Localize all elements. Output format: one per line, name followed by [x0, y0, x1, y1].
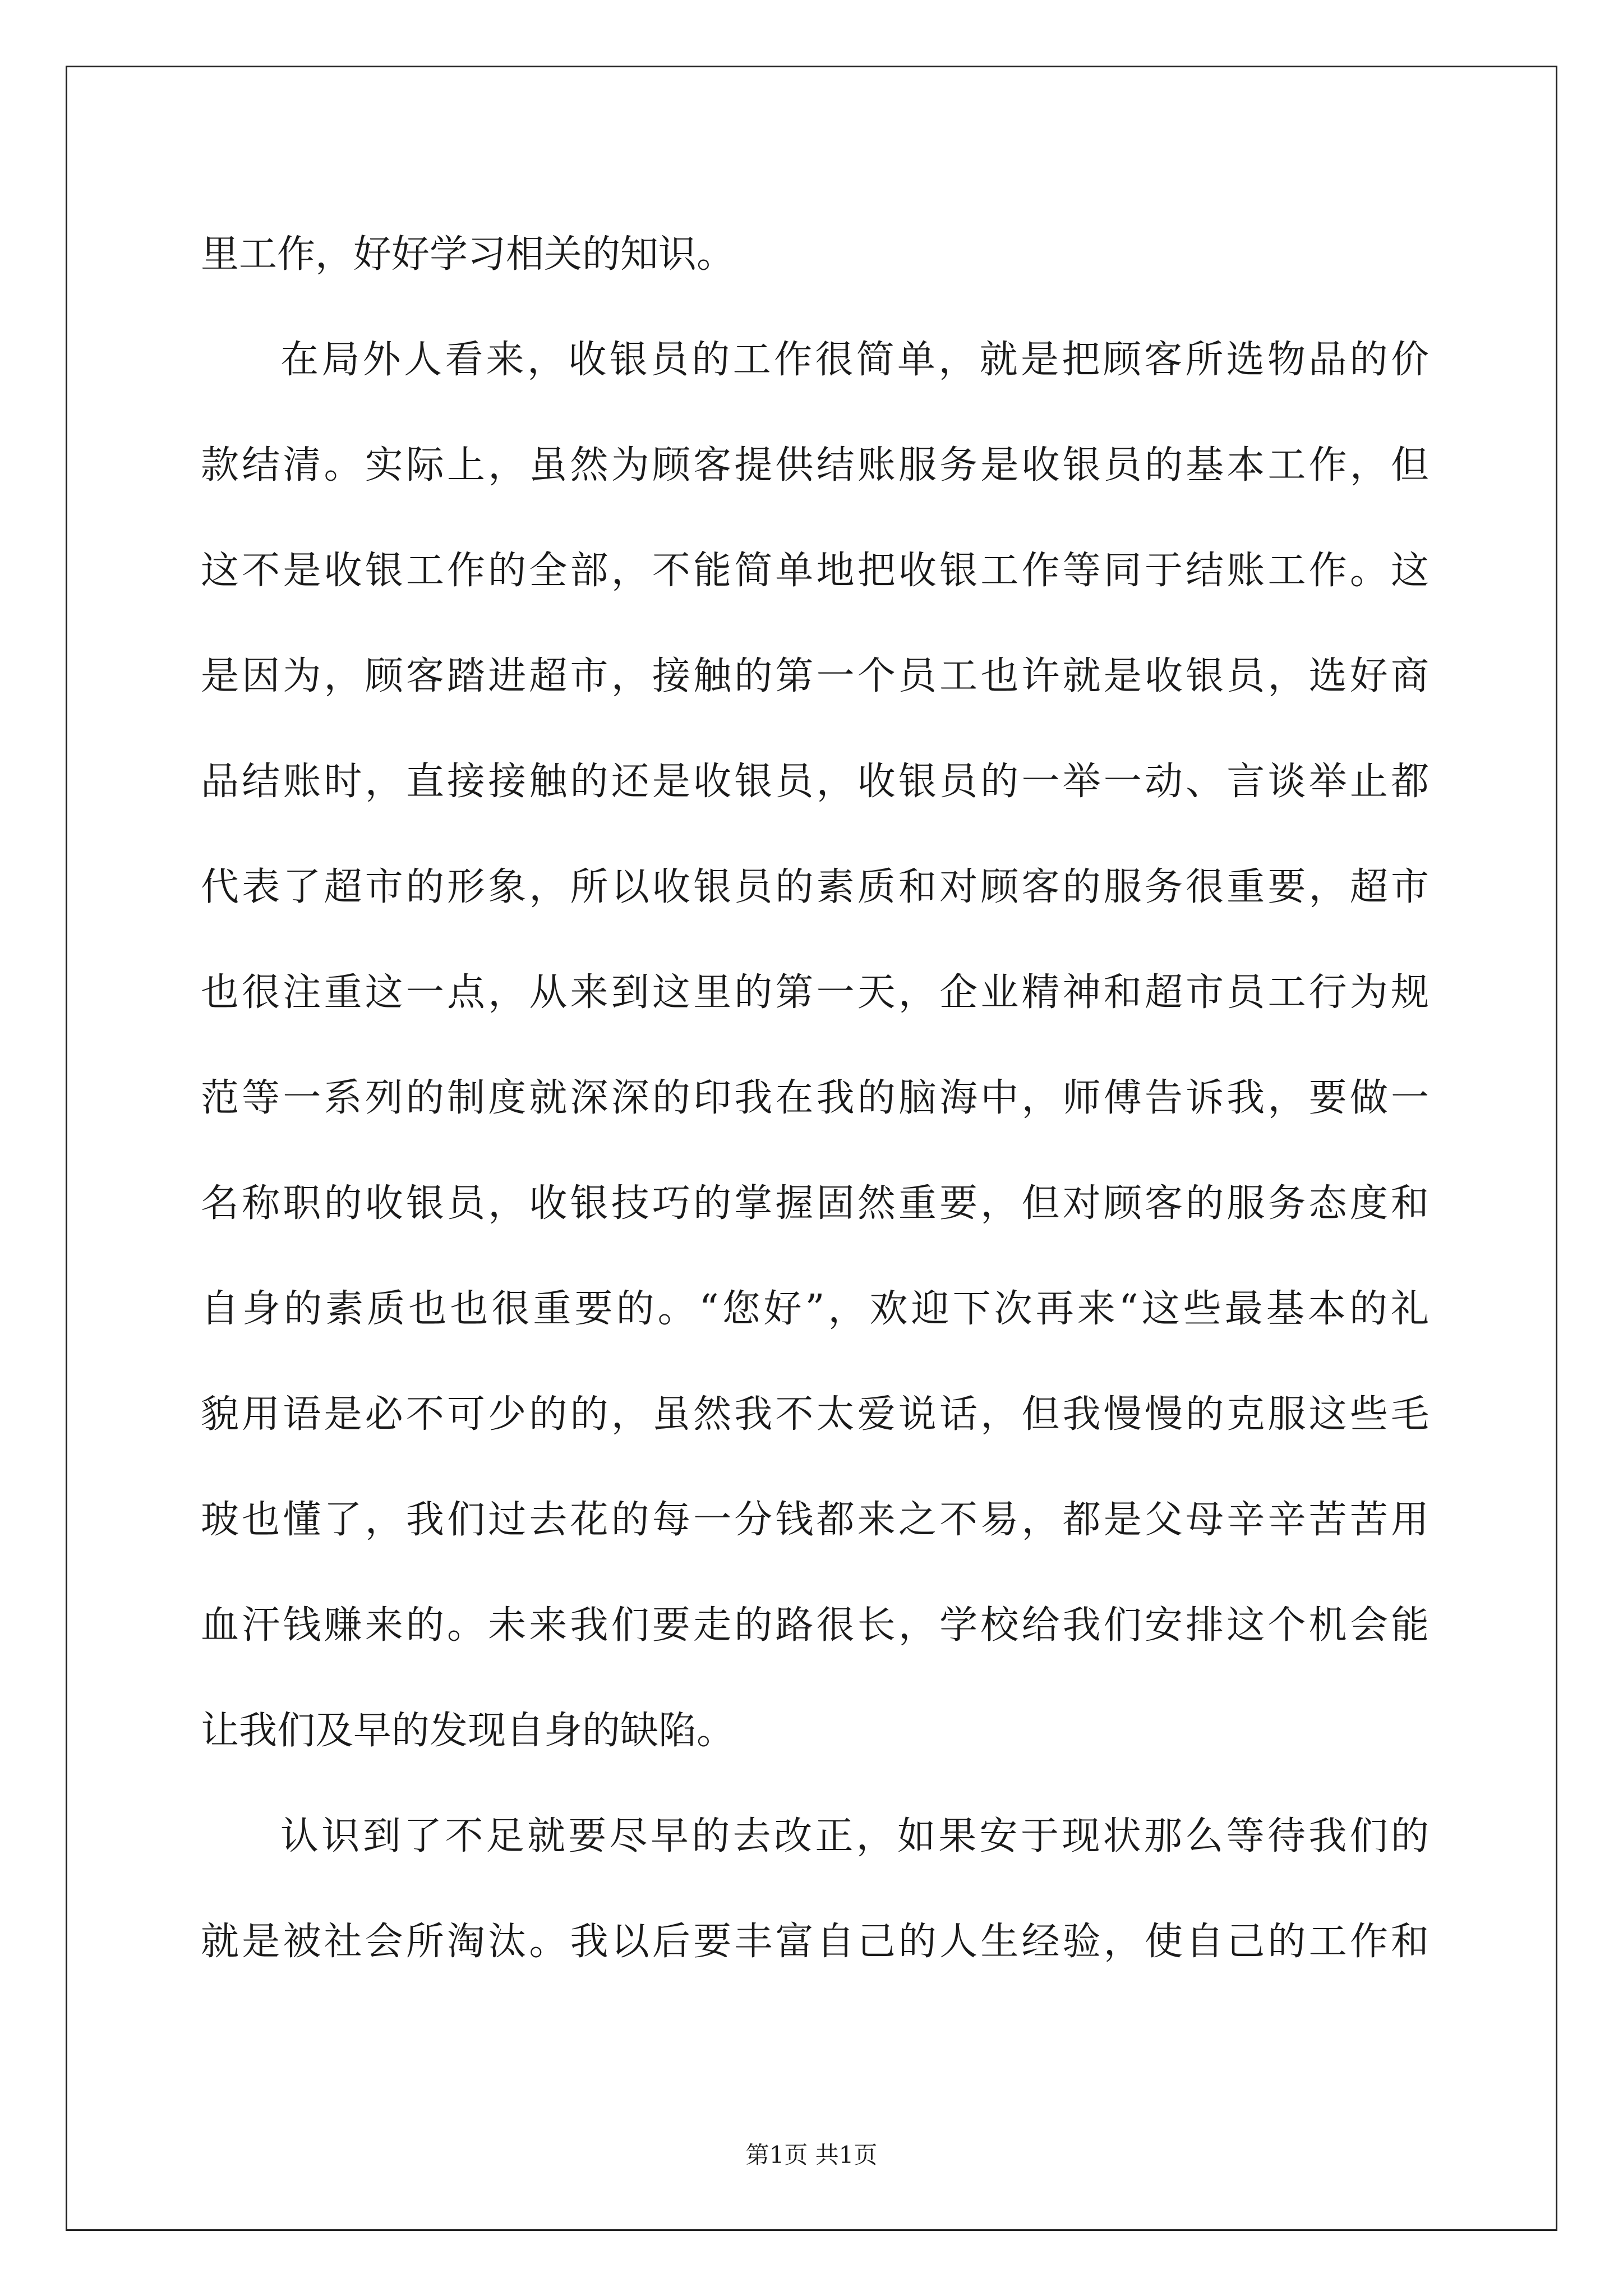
paragraph-line: 认识到了不足就要尽早的去改正，如果安于现状那么等待我们的 [280, 1814, 1429, 1858]
paragraph-line: 玻也懂了，我们过去花的每一分钱都来之不易，都是父母辛辛苦苦用 [201, 1498, 1429, 1542]
paragraph-line: 代表了超市的形象，所以收银员的素质和对顾客的服务很重要，超市 [201, 865, 1429, 909]
paragraph-line: 品结账时，直接接触的还是收银员，收银员的一举一动、言谈举止都 [201, 760, 1429, 804]
paragraph-line: 也很注重这一点，从来到这里的第一天，企业精神和超市员工行为规 [201, 970, 1429, 1015]
paragraph-line: 名称职的收银员，收银技巧的掌握固然重要，但对顾客的服务态度和 [201, 1181, 1429, 1226]
paragraph-line: 自身的素质也也很重要的。“您好”，欢迎下次再来“这些最基本的礼 [201, 1287, 1429, 1331]
paragraph-line: 在局外人看来，收银员的工作很简单，就是把顾客所选物品的价 [280, 338, 1429, 382]
document-body [201, 202, 1429, 1995]
page-number: 第1页 共1页 [745, 2141, 878, 2169]
paragraph-line: 这不是收银工作的全部，不能简单地把收银工作等同于结账工作。这 [201, 549, 1429, 593]
paragraph-line: 是因为，顾客踏进超市，接触的第一个员工也许就是收银员，选好商 [201, 654, 1429, 698]
paragraph-line: 让我们及早的发现自身的缺陷。 [201, 1709, 735, 1753]
paragraph-line: 款结清。实际上，虽然为顾客提供结账服务是收银员的基本工作，但 [201, 443, 1429, 487]
paragraph-line: 范等一系列的制度就深深的印我在我的脑海中，师傅告诉我，要做一 [201, 1076, 1429, 1120]
paragraph-line: 就是被社会所淘汰。我以后要丰富自己的人生经验，使自己的工作和 [201, 1920, 1429, 1964]
paragraph-line: 里工作，好好学习相关的知识。 [201, 232, 735, 277]
paragraph-line: 血汗钱赚来的。未来我们要走的路很长，学校给我们安排这个机会能 [201, 1603, 1429, 1648]
paragraph-line: 貌用语是必不可少的的，虽然我不太爱说话，但我慢慢的克服这些毛 [201, 1392, 1429, 1437]
